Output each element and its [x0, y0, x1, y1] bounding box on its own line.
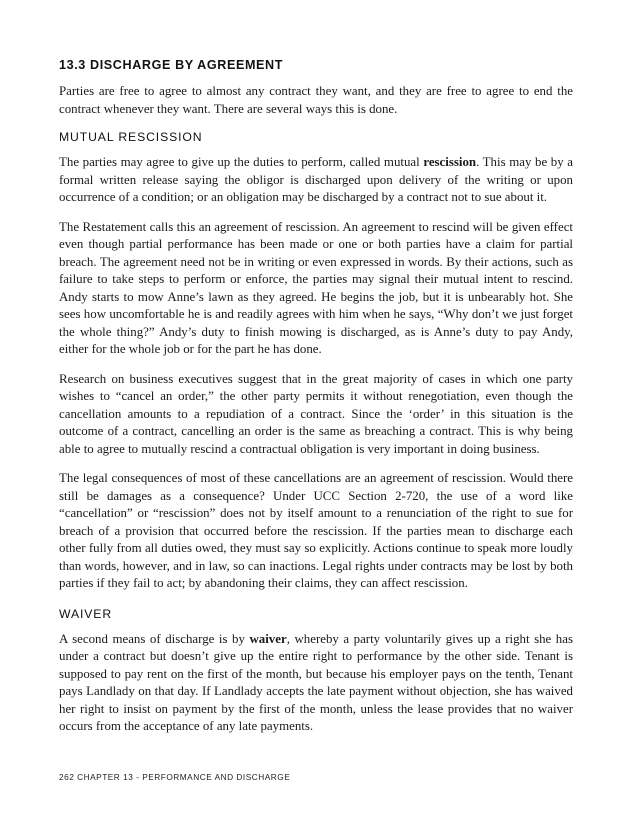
- rescission-p1-before: The parties may agree to give up the duties to perform, called mutual: [59, 155, 424, 169]
- section-title: 13.3 DISCHARGE BY AGREEMENT: [59, 58, 284, 72]
- rescission-p1-after: . This may be by a formal written release saying the obligor is discharged upon delivery of the writing or upon occurrence of a condition; or an obligation may be discharged by a contract not to sue about it.: [59, 155, 573, 204]
- rescission-paragraph-1: [59, 154, 573, 207]
- intro-paragraph: Parties are free to agree to almost any contract they want, and they are free to agree to end the contract whenever they want. There are several ways this is done.: [59, 84, 573, 116]
- waiver-term: waiver: [249, 631, 287, 646]
- waiver-paragraph-1: [59, 631, 573, 736]
- waiver-heading: WAIVER: [59, 606, 113, 621]
- mutual-rescission-heading: MUTUAL RESCISSION: [59, 130, 203, 144]
- page-footer: 262 CHAPTER 13 - PERFORMANCE AND DISCHARGE: [59, 772, 291, 782]
- waiver-p1-before: A second means of discharge is by: [59, 631, 250, 646]
- rescission-term: rescission: [423, 155, 477, 169]
- rescission-paragraph-3: Research on business executives suggest that in the great majority of cases in which one party wishes to “cancel an order,” the other party permits it without renegotiation, even though the cancellation amounts to a repudiation of a contract. Since the ‘order’ in this situation is the outcome of a contract, cancelling an order is the same as breaching a contract. This is why being able to agree to mutually rescind a contractual obligation is very important in doing business.: [59, 371, 573, 456]
- rescission-paragraph-2: The Restatement calls this an agreement of rescission. An agreement to rescind will be given effect even though partial performance has been made or one or both parties have a claim for partial breach. The agreement need not be in writing or even expressed in words. By their actions, such as failure to take steps to perform or enforce, the parties may signal their mutual intent to rescind. Andy starts to mow Anne’s lawn as they agreed. He begins the job, but it is unbearably hot. She sees how uncomfortable he is and readily agrees with him when he says, “Why don’t we just forget the whole thing?” Andy’s duty to finish mowing is discharged, as is Anne’s duty to pay Andy, either for the whole job or for the part he has done.: [59, 219, 573, 356]
- page-content: [59, 58, 573, 748]
- waiver-p1-after: , whereby a party voluntarily gives up a right she has under a contract but doesn’t give up the entire right to performance by the other side. Tenant is supposed to pay rent on the first of the month, but because his employer pays on the tenth, Tenant pays Landlady on that day. If Landlady accepts the late payment without objection, she has waived her right to insist on payment by the first of the month, unless the lease provides that no waiver occurs from the acceptance of any late payments.: [59, 631, 573, 733]
- rescission-paragraph-4: The legal consequences of most of these cancellations are an agreement of rescission. Would there still be damages as a consequence? Under UCC Section 2-720, the use of a word like “cancellation” or “rescission” does not by itself amount to a renunciation of the right to sue for breach of a provision that occurred before the rescission. If the parties mean to discharge each other fully from all duties owed, they must say so explicitly. Actions continue to speak more loudly than words, however, and in law, so can inactions. Legal rights under contracts may be lost by both parties if they fail to act; by abandoning their claims, they can affect rescission.: [59, 471, 573, 590]
